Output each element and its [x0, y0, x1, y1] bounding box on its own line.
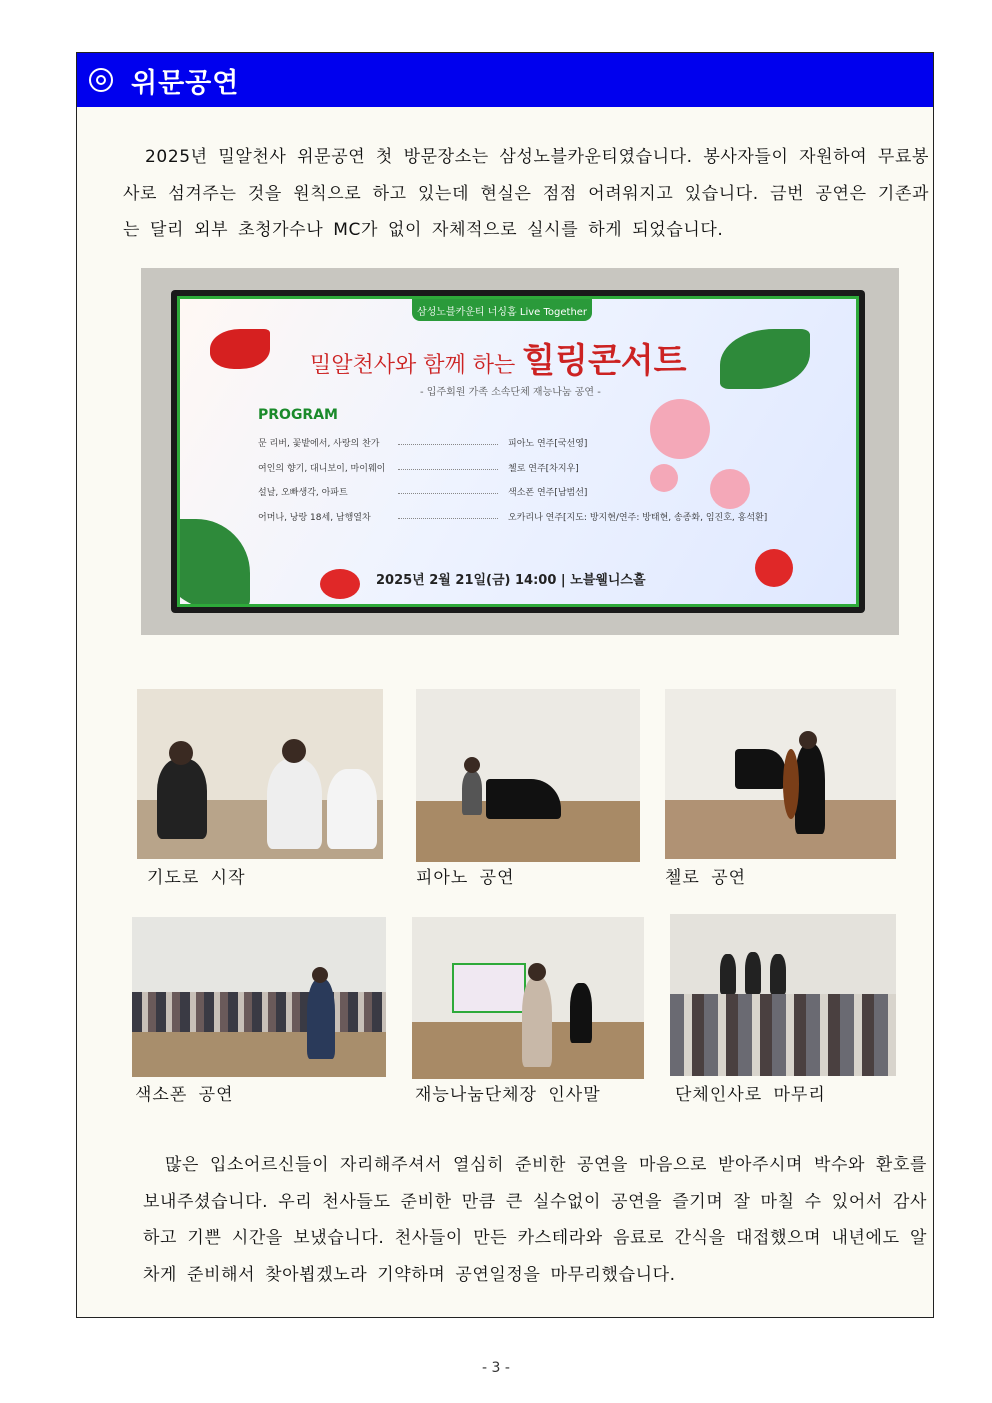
program-row: 여인의 향기, 대니보이, 마이웨이 첼로 연주[차지우] [258, 461, 818, 474]
concert-poster-photo [141, 268, 899, 635]
page-number: - 3 - [482, 1360, 510, 1376]
photo-saxophone [132, 917, 386, 1077]
intro-paragraph: 2025년 밀알천사 위문공연 첫 방문장소는 삼성노블카운티였습니다. 봉사자들이 자원하여 무료봉사로 섬겨주는 것을 원칙으로 하고 있는데 현실은 점점 어려워지고 있습니다. 금번 공연은 기존과는 달리 외부 초청가수나 MC가 없이 자체적으로 실시를 하게 되었습니다. [123, 147, 929, 240]
program-row: 어머나, 낭랑 18세, 남행열차 오카리나 연주[지도: 방지현/연주: 방태현, 송종화, 임진호, 홍석환] [258, 510, 818, 523]
photo-speech [412, 917, 644, 1079]
poster-banner: 삼성노블카운티 너싱홈 Live Together [412, 299, 592, 321]
photo-caption: 피아노 공연 [416, 868, 515, 888]
photo-caption: 기도로 시작 [147, 868, 246, 888]
photo-caption: 색소폰 공연 [135, 1085, 234, 1105]
photo-cello [665, 689, 896, 859]
poster-subtitle: - 입주회원 가족 소속단체 재능나눔 공연 - [420, 387, 601, 398]
closing-paragraph: 많은 입소어르신들이 자리해주셔서 열심히 준비한 공연을 마음으로 받아주시며 박수와 환호를 보내주셨습니다. 우리 천사들도 준비한 만큼 큰 실수없이 공연을 즐기며 잘 마칠 수 있어서 감사하고 기쁜 시간을 보냈습니다. 천사들이 만든 카스테라와 음료로 간식을 대접했으며 내년에도 알차게 준비해서 찾아뵙겠노라 기약하며 공연일정을 마무리했습니다. [143, 1155, 927, 1285]
photo-caption: 단체인사로 마무리 [675, 1085, 826, 1105]
poster-title: 밀알천사와 함께 하는 힐링콘서트 [310, 341, 687, 381]
poster-date: 2025년 2월 21일(금) 14:00 | 노블웰니스홀 [376, 573, 646, 588]
program-row: 설날, 오빠생각, 아파트 색소폰 연주[남범선] [258, 485, 818, 498]
photo-prayer [137, 689, 383, 859]
section-header [77, 53, 933, 107]
photo-caption: 첼로 공연 [665, 868, 747, 888]
program-heading: PROGRAM [258, 407, 338, 423]
poster-screen [177, 296, 859, 607]
photo-caption: 재능나눔단체장 인사말 [415, 1085, 601, 1105]
double-circle-icon [89, 68, 113, 92]
tv-screen [171, 290, 865, 613]
photo-piano [416, 689, 640, 862]
program-row: 문 리버, 꽃밭에서, 사랑의 찬가 피아노 연주[국선영] [258, 436, 818, 449]
content-frame [76, 52, 934, 1318]
photo-group-bow [670, 914, 896, 1076]
section-title: 위문공연 [131, 67, 240, 99]
